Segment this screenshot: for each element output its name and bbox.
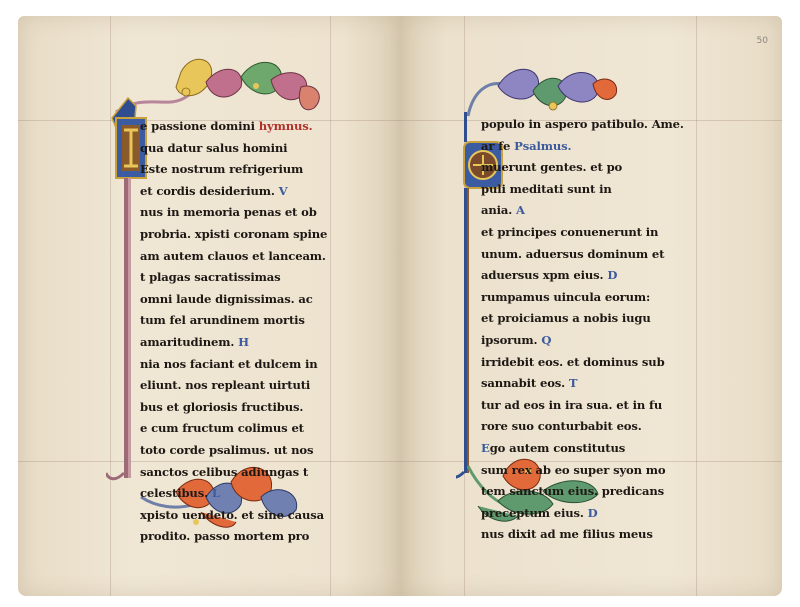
text-line: Este nostrum refrigerium xyxy=(140,162,304,177)
text-line: celestibus. L xyxy=(140,486,220,501)
text-line: ipsorum. Q xyxy=(481,332,552,347)
left-page-text xyxy=(140,116,372,548)
text-line: et cordis desiderium. V xyxy=(140,183,288,198)
text-line: aduersus xpm eius. D xyxy=(481,268,618,283)
text-line: bus et gloriosis fructibus. xyxy=(140,399,304,414)
rubric-initial: Q xyxy=(541,332,552,347)
rubric-initial: L xyxy=(211,486,220,501)
text-line: qua datur salus homini xyxy=(140,140,288,155)
text-line: sum rex ab eo super syon mo xyxy=(481,462,666,477)
folio-number: 50 xyxy=(756,36,768,46)
text-line: ar fe Psalmus. xyxy=(481,138,572,153)
text-line: tum fel arundinem mortis xyxy=(140,313,305,328)
text-line: sannabit eos. T xyxy=(481,376,578,391)
text-line: preceptum eius. D xyxy=(481,505,598,520)
right-page-text xyxy=(481,114,697,546)
text-line: puli meditati sunt in xyxy=(481,181,612,196)
rubric-initial: D xyxy=(607,268,618,283)
text-line: nia nos faciant et dulcem in xyxy=(140,356,318,371)
text-line: tur ad eos in ira sua. et in fu xyxy=(481,397,663,412)
text-line: toto corde psalimus. ut nos xyxy=(140,442,314,457)
text-line: nus in memoria penas et ob xyxy=(140,205,317,220)
text-line: et proiciamus a nobis iugu xyxy=(481,311,651,326)
rubric-initial: A xyxy=(516,203,525,218)
text-line: xpisto uendeto. et sine causa xyxy=(140,507,324,522)
rubric-hymnus: hymnus. xyxy=(258,119,313,133)
text-line: prodito. passo mortem pro xyxy=(140,529,310,544)
text-line: populo in aspero patibulo. Ame. xyxy=(481,117,684,131)
text-line: nus dixit ad me filius meus xyxy=(481,527,653,542)
text-line: et principes conuenerunt in xyxy=(481,224,659,239)
text-line: am autem clauos et lanceam. xyxy=(140,248,326,263)
text-line: probria. xpisti coronam spine xyxy=(140,226,328,241)
text-line: eliunt. nos repleant uirtuti xyxy=(140,378,311,393)
rubric-initial: T xyxy=(568,376,578,391)
text-line: muerunt gentes. et po xyxy=(481,160,623,175)
rubric-psalmus: Psalmus. xyxy=(514,138,572,153)
rubric-initial: V xyxy=(278,183,288,198)
text-line: rumpamus uincula eorum: xyxy=(481,289,651,304)
text-line: Ego autem constitutus xyxy=(481,440,626,455)
manuscript-spread xyxy=(18,16,782,596)
text-line: irridebit eos. et dominus sub xyxy=(481,354,665,369)
text-line: amaritudinem. H xyxy=(140,334,249,349)
text-line: e passione domini hymnus. xyxy=(140,119,313,133)
rubric-initial: H xyxy=(238,334,249,349)
rubric-initial: D xyxy=(587,505,598,520)
text-line: omni laude dignissimas. ac xyxy=(140,291,313,306)
text-line: ania. A xyxy=(481,203,525,218)
text-line: e cum fructum colimus et xyxy=(140,421,304,436)
right-page xyxy=(400,16,782,596)
rubric-initial: E xyxy=(481,440,490,455)
text-line: t plagas sacratissimas xyxy=(140,270,281,285)
text-line: rore suo conturbabit eos. xyxy=(481,419,642,434)
left-page xyxy=(18,16,400,596)
text-line: tem sanctum eius. predicans xyxy=(481,484,665,499)
text-line: unum. aduersus dominum et xyxy=(481,246,665,261)
text-line: sanctos celibus adiungas t xyxy=(140,464,309,479)
